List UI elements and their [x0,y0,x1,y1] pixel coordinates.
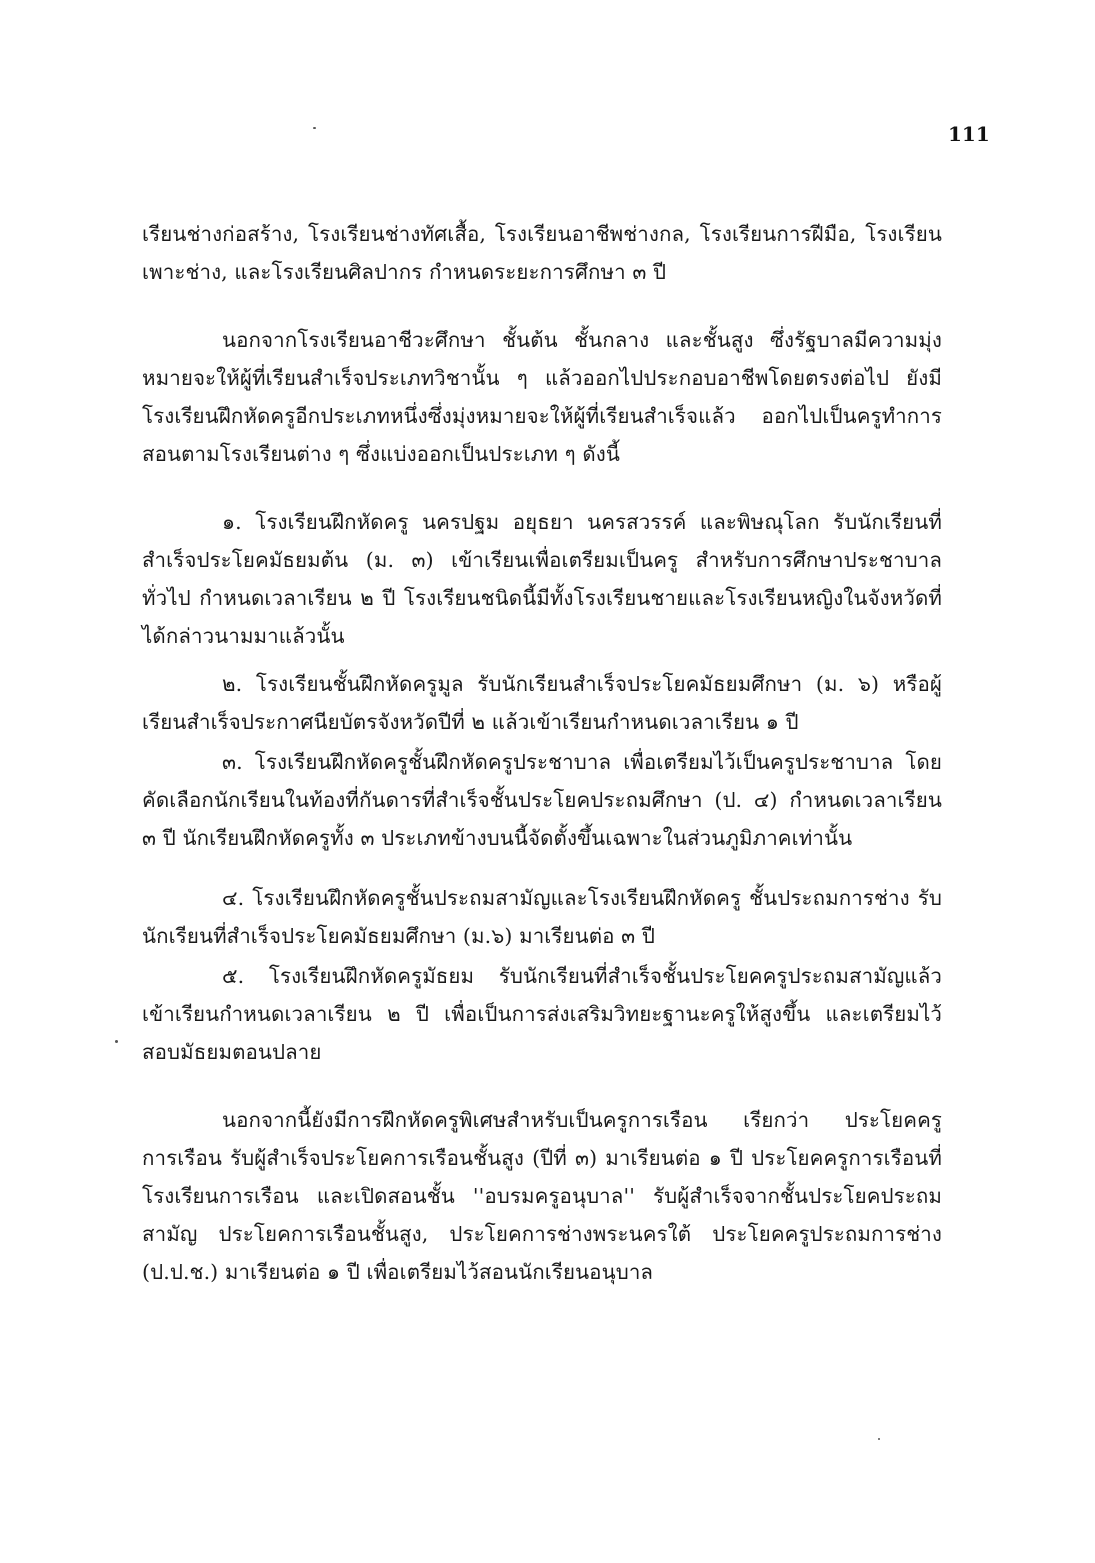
paragraph-intro: นอกจากโรงเรียนอาชีวะศึกษา ชั้นต้น ชั้นกลาง และชั้นสูง ซึ่งรัฐบาลมีความมุ่งหมายจะให้ผู้ที่เรียนสำเร็จประเภทวิชานั้น ๆ แล้วออกไปประกอบอาชีพโดยตรงต่อไป ยังมีโรงเรียนฝึกหัดครูอีกประเภทหนึ่งซึ่งมุ่งหมายจะให้ผู้ที่เรียนสำเร็จแล้ว ออกไปเป็นครูทำการสอนตามโรงเรียนต่าง ๆ ซึ่งแบ่งออกเป็นประเภท ๆ ดังนี้ [142,328,942,466]
scan-speck [878,1438,880,1440]
paragraph-item-1: ๑. โรงเรียนฝึกหัดครู นครปฐม อยุธยา นครสวรรค์ และพิษณุโลก รับนักเรียนที่สำเร็จประโยคมัธยมต้น (ม. ๓) เข้าเรียนเพื่อเตรียมเป็นครู สำหรับการศึกษาประชาบาลทั่วไป กำหนดเวลาเรียน ๒ ปี โรงเรียนชนิดนี้มีทั้งโรงเรียนชายและโรงเรียนหญิงในจังหวัดที่ได้กล่าวนามมาแล้วนั้น [142,510,942,648]
scan-speck [115,1040,118,1043]
paragraph-item-4: ๔. โรงเรียนฝึกหัดครูชั้นประถมสามัญและโรงเรียนฝึกหัดครู ชั้นประถมการช่าง รับนักเรียนที่สำเร็จประโยคมัธยมศึกษา (ม.๖) มาเรียนต่อ ๓ ปี [142,886,942,948]
paragraph-item-3: ๓. โรงเรียนฝึกหัดครูชั้นฝึกหัดครูประชาบาล เพื่อเตรียมไว้เป็นครูประชาบาล โดยคัดเลือกนักเรียนในท้องที่กันดารที่สำเร็จชั้นประโยคประถมศึกษา (ป. ๔) กำหนดเวลาเรียน ๓ ปี นักเรียนฝึกหัดครูทั้ง ๓ ประเภทข้างบนนี้จัดตั้งขึ้นเฉพาะในส่วนภูมิภาคเท่านั้น [142,750,942,850]
scan-speck [313,127,316,129]
paragraph-item-2: ๒. โรงเรียนชั้นฝึกหัดครูมูล รับนักเรียนสำเร็จประโยคมัธยมศึกษา (ม. ๖) หรือผู้เรียนสำเร็จประกาศนียบัตรจังหวัดปีที่ ๒ แล้วเข้าเรียนกำหนดเวลาเรียน ๑ ปี [142,672,942,734]
page-number: 111 [948,122,990,146]
paragraph-continuation: เรียนช่างก่อสร้าง, โรงเรียนช่างทัศเสื้อ, โรงเรียนอาชีพช่างกล, โรงเรียนการฝีมือ, โรงเรียนเพาะช่าง, และโรงเรียนศิลปากร กำหนดระยะการศึกษา ๓ ปี [142,222,942,284]
document-body [142,215,942,1291]
paragraph-item-5: ๕. โรงเรียนฝึกหัดครูมัธยม รับนักเรียนที่สำเร็จชั้นประโยคครูประถมสามัญแล้ว เข้าเรียนกำหนดเวลาเรียน ๒ ปี เพื่อเป็นการส่งเสริมวิทยะฐานะครูให้สูงขึ้น และเตรียมไว้สอบมัธยมตอนปลาย [142,964,942,1064]
paragraph-special-training: นอกจากนี้ยังมีการฝึกหัดครูพิเศษสำหรับเป็นครูการเรือน เรียกว่า ประโยคครูการเรือน รับผู้สำเร็จประโยคการเรือนชั้นสูง (ปีที่ ๓) มาเรียนต่อ ๑ ปี ประโยคครูการเรือนที่โรงเรียนการเรือน และเปิดสอนชั้น ''อบรมครูอนุบาล'' รับผู้สำเร็จจากชั้นประโยคประถมสามัญ ประโยคการเรือนชั้นสูง, ประโยคการช่างพระนครใต้ ประโยคครูประถมการช่าง (ป.ป.ช.) มาเรียนต่อ ๑ ปี เพื่อเตรียมไว้สอนนักเรียนอนุบาล [142,1108,942,1284]
